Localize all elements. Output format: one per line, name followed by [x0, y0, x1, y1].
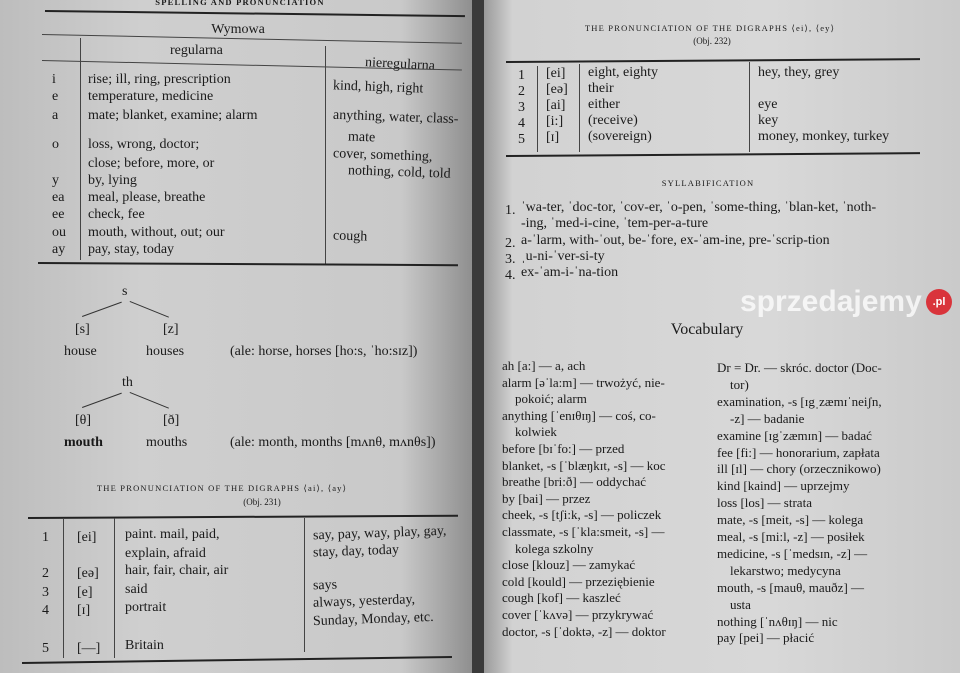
tree-th-left-sound: [θ] [75, 413, 92, 428]
row-number: 2 [518, 84, 525, 99]
vocabulary-entry: meal, -s [mi:l, -z] — posiłek [717, 529, 865, 544]
syllabification-text: a-ˈlarm, with-ˈout, be-ˈfore, ex-ˈam-ine, pre-ˈscrip-tion [521, 232, 830, 248]
rule-line [82, 393, 122, 408]
row-sound: [ai] [546, 98, 566, 113]
tree-th-left-word: mouth [64, 435, 103, 450]
rule-line [130, 301, 169, 318]
row-number: 2 [42, 566, 49, 581]
tree-th-note: (ale: month, months [mʌnθ, mʌnθs]) [230, 435, 436, 450]
vocabulary-entry: mouth, -s [mauθ, mauðz] — [717, 579, 865, 595]
vocabulary-entry: mate, -s [meit, -s] — kolega [717, 512, 864, 528]
digraph-ei-heading: THE PRONUNCIATION OF THE DIGRAPHS ⟨ei⟩, ⟨ey⟩ [584, 23, 836, 33]
col-regular: regularna [170, 43, 223, 58]
row-words: eight, eighty [588, 65, 658, 80]
row-regular: check, fee [88, 207, 145, 222]
vocabulary-entry: medicine, -s [ˈmedsɪn, -z] — [717, 545, 868, 561]
syllabification-text: ex-ˈam-i-ˈna-tion [521, 265, 619, 281]
vocabulary-entry: kolega szkolny [502, 540, 594, 556]
row-number: 3 [42, 585, 49, 600]
vocabulary-entry: usta [717, 596, 751, 612]
column-divider [749, 62, 750, 152]
row-words: portrait [125, 600, 167, 615]
vocabulary-entry: tor) [717, 376, 749, 392]
row-other: key [758, 113, 779, 128]
vocabulary-entry: cheek, -s [tʃi:k, -s] — policzek [502, 507, 662, 523]
row-number: 3 [518, 100, 525, 115]
row-number: 5 [42, 641, 49, 656]
rule-line [38, 262, 458, 266]
row-regular: by, lying [88, 173, 137, 188]
syllabification-number: 3. [505, 251, 516, 267]
vocabulary-entry: lekarstwo; medycyna [717, 562, 841, 578]
row-regular: rise; ill, ring, prescription [88, 72, 231, 87]
row-words: Britain [125, 638, 164, 653]
vocabulary-entry: examination, -s [ɪgˌzæmɪˈneiʃn, [717, 393, 882, 409]
tree-s-root: s [122, 284, 128, 299]
vocabulary-entry: cough [kof] — kaszleć [502, 590, 621, 606]
row-letter: a [52, 108, 59, 123]
digraph-ei-reference: (Obj. 232) [693, 36, 731, 46]
row-other: Sunday, Monday, etc. [312, 609, 434, 630]
vocabulary-entry: Dr = Dr. — skróc. doctor (Doc- [717, 360, 882, 375]
row-irregular: mate [347, 129, 376, 146]
left-page [0, 0, 472, 673]
rule-line [28, 515, 458, 519]
row-regular: temperature, medicine [88, 89, 214, 104]
row-other: say, pay, way, play, gay, [312, 523, 447, 544]
row-regular: pay, stay, today [88, 242, 175, 257]
row-number: 4 [518, 116, 525, 131]
row-number: 1 [42, 530, 49, 545]
vocabulary-entry: nothing [ˈnʌθɪŋ] — nic [717, 613, 838, 629]
vocabulary-entry: loss [los] — strata [717, 495, 812, 511]
row-irregular: anything, water, class- [332, 107, 459, 128]
vocabulary-entry: cover [ˈkʌvə] — przykrywać [502, 607, 654, 622]
tree-th-right-word: mouths [146, 435, 188, 450]
row-letter: i [52, 72, 56, 87]
row-words: (receive) [588, 113, 638, 128]
vocabulary-entry: alarm [əˈla:m] — trwożyć, nie- [502, 374, 665, 390]
vocabulary-entry: cold [kould] — przeziębienie [502, 573, 655, 589]
column-divider [537, 66, 538, 152]
row-other: money, monkey, turkey [758, 129, 890, 144]
row-sound: [ɪ] [77, 603, 91, 618]
row-irregular: kind, high, right [332, 78, 424, 97]
rule-line [506, 58, 920, 63]
row-other: hey, they, grey [758, 65, 840, 80]
rule-line [506, 152, 920, 157]
vocabulary-entry: breathe [bri:ð] — oddychać [502, 474, 647, 490]
syllabification-text: -ing, ˈmed-i-cine, ˈtem-per-a-ture [521, 216, 709, 232]
row-number: 4 [42, 603, 49, 618]
vocabulary-entry: anything [ˈenɪθɪŋ] — coś, co- [502, 407, 656, 423]
row-regular: loss, wrong, doctor; [88, 137, 200, 152]
row-letter: ee [52, 207, 65, 222]
row-regular: close; before, more, or [88, 156, 215, 171]
row-letter: y [52, 173, 59, 188]
wymowa-title: Wymowa [211, 22, 265, 37]
row-words: their [588, 81, 614, 96]
vocabulary-entry: before [bɪˈfo:] — przed [502, 441, 625, 456]
syllabification-text: ˈwa-ter, ˈdoc-tor, ˈcov-er, ˈo-pen, ˈsome-thing, ˈblan-ket, ˈnoth- [521, 200, 877, 215]
row-words: either [588, 97, 620, 112]
tree-s-left-word: house [64, 344, 97, 359]
row-regular: mate; blanket, examine; alarm [88, 108, 258, 123]
tree-s-right-sound: [z] [163, 322, 179, 337]
rule-line [45, 10, 465, 17]
vocabulary-entry: kind [kaind] — uprzejmy [717, 478, 850, 494]
rule-line [130, 392, 169, 409]
tree-s-right-word: houses [146, 344, 185, 359]
row-words: said [125, 582, 148, 597]
row-irregular: nothing, cold, told [347, 163, 451, 182]
row-words: paint. mail, paid, [125, 527, 220, 542]
row-other: always, yesterday, [312, 592, 416, 611]
row-sound: [—] [77, 641, 101, 656]
watermark-text: sprzedajemy [740, 285, 922, 318]
column-divider [80, 38, 81, 260]
row-letter: e [52, 89, 59, 104]
watermark-badge: .pl [926, 289, 952, 315]
column-divider [114, 518, 115, 658]
row-sound: [eə] [546, 82, 568, 97]
row-irregular: cough [332, 228, 368, 245]
tree-s-note: (ale: horse, horses [ho:s, ˈho:sɪz]) [230, 344, 418, 359]
right-page [484, 0, 960, 673]
running-head: SPELLING AND PRONUNCIATION [155, 0, 325, 7]
rule-line [82, 302, 122, 317]
tree-th-right-sound: [ð] [163, 413, 180, 428]
row-sound: [e] [77, 585, 93, 600]
row-sound: [eə] [77, 566, 99, 581]
column-divider [325, 46, 326, 264]
row-words: hair, fair, chair, air [125, 563, 229, 578]
row-letter: ou [52, 225, 66, 240]
row-number: 5 [518, 132, 525, 147]
row-other: stay, day, today [312, 542, 400, 561]
row-words: (sovereign) [588, 129, 652, 144]
syllabification-number: 4. [505, 268, 516, 284]
syllabification-text: ˌu-ni-ˈver-si-ty [521, 248, 605, 264]
row-number: 1 [518, 68, 525, 83]
vocabulary-heading: Vocabulary [670, 321, 744, 338]
column-divider [579, 64, 580, 152]
row-irregular: cover, something, [332, 146, 433, 165]
syllabification-number: 2. [505, 235, 516, 251]
vocabulary-entry: ill [ɪl] — chory (orzecznikowo) [717, 461, 881, 477]
column-divider [304, 518, 305, 652]
vocabulary-entry: kolwiek [502, 424, 557, 440]
row-other: says [312, 577, 338, 594]
vocabulary-entry: close [klouz] — zamykać [502, 557, 636, 573]
row-letter: ea [52, 190, 65, 205]
row-words: explain, afraid [125, 546, 206, 561]
row-other: eye [758, 97, 778, 112]
vocabulary-entry: ah [a:] — a, ach [502, 358, 586, 373]
row-letter: ay [52, 242, 66, 257]
vocabulary-entry: blanket, -s [ˈblæŋkɪt, -s] — koc [502, 457, 666, 473]
row-sound: [ei] [546, 66, 566, 81]
row-regular: meal, please, breathe [88, 190, 206, 205]
tree-th-root: th [122, 375, 133, 390]
row-sound: [ei] [77, 530, 97, 545]
tree-s-left-sound: [s] [75, 322, 90, 337]
rule-line [22, 656, 452, 664]
vocabulary-entry: pokoić; alarm [502, 391, 587, 407]
vocabulary-entry: by [bai] — przez [502, 490, 591, 506]
vocabulary-entry: -z] — badanie [717, 410, 805, 426]
row-letter: o [52, 137, 59, 152]
vocabulary-entry: doctor, -s [ˈdoktə, -z] — doktor [502, 623, 666, 639]
row-regular: mouth, without, out; our [88, 225, 225, 240]
vocabulary-entry: fee [fi:] — honorarium, zapłata [717, 444, 880, 460]
vocabulary-entry: pay [pei] — płacić [717, 630, 815, 646]
row-sound: [ɪ] [546, 130, 560, 145]
syllabification-heading: SYLLABIFICATION [661, 178, 755, 188]
column-divider [63, 518, 64, 658]
vocabulary-entry: examine [ɪgˈzæmɪn] — badać [717, 427, 872, 443]
row-sound: [i:] [546, 114, 564, 129]
col-irregular: nieregularna [364, 55, 436, 74]
vocabulary-entry: classmate, -s [ˈkla:smeit, -s] — [502, 524, 665, 539]
digraph-ai-reference: (Obj. 231) [243, 497, 281, 507]
digraph-ai-heading: THE PRONUNCIATION OF THE DIGRAPHS ⟨ai⟩, ⟨ay⟩ [96, 483, 348, 493]
syllabification-number: 1. [505, 203, 516, 218]
